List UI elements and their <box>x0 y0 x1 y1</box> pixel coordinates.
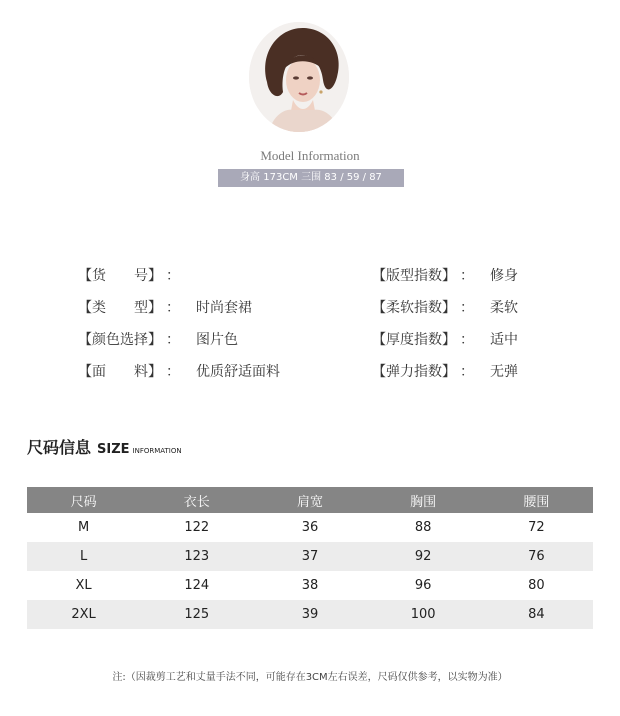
table-row <box>27 571 593 600</box>
table-cell: 96 <box>414 578 432 593</box>
spec-item-color <box>78 329 238 349</box>
spec-colon: ： <box>166 332 180 348</box>
column-header-shoulder: 肩宽 <box>253 487 366 513</box>
spec-label: 【货 号】 <box>78 268 162 284</box>
spec-item-thickness <box>372 329 518 349</box>
spec-value: 柔软 <box>490 300 518 316</box>
table-cell: 80 <box>528 578 545 593</box>
model-info-caption: Model Information <box>260 148 360 163</box>
table-cell: 124 <box>184 578 210 593</box>
spec-label: 【厚度指数】 <box>372 332 456 348</box>
size-title-sub: INFORMATION <box>132 447 182 455</box>
column-header-bust: 胸围 <box>367 487 480 513</box>
spec-value: 图片色 <box>196 332 238 348</box>
model-portrait-image <box>249 22 349 132</box>
spec-item-fabric <box>78 361 280 381</box>
table-cell: 100 <box>367 600 480 629</box>
table-cell: 84 <box>480 600 593 629</box>
table-cell: 37 <box>253 542 366 571</box>
size-title-en: SIZE <box>97 442 130 457</box>
size-table <box>27 487 593 629</box>
size-disclaimer-note: 注:（因裁剪工艺和丈量手法不同，可能存在3CM左右误差，尺码仅供参考，以实物为准） <box>112 672 508 683</box>
table-cell: 2XL <box>27 600 140 629</box>
spec-label: 【弹力指数】 <box>372 364 456 380</box>
model-stats-badge: 身高 173CM 三围 83 / 59 / 87 <box>218 169 404 187</box>
spec-label: 【版型指数】 <box>372 268 456 284</box>
spec-item-fit <box>372 265 518 285</box>
table-cell: 125 <box>140 600 253 629</box>
table-cell: 123 <box>140 542 253 571</box>
spec-item-type <box>78 297 252 317</box>
model-portrait <box>249 22 349 132</box>
spec-value: 修身 <box>490 268 518 284</box>
size-section-title <box>27 435 182 458</box>
spec-value: 优质舒适面料 <box>196 364 280 380</box>
spec-item-sku <box>78 265 196 285</box>
table-cell: 88 <box>414 520 432 535</box>
table-cell: 72 <box>528 520 545 535</box>
spec-colon: ： <box>460 332 474 348</box>
table-cell: 92 <box>367 542 480 571</box>
spec-value: 时尚套裙 <box>196 300 252 316</box>
spec-colon: ： <box>460 364 474 380</box>
table-cell: 122 <box>184 520 210 535</box>
table-cell: 39 <box>253 600 366 629</box>
table-cell: M <box>77 520 90 535</box>
spec-label: 【颜色选择】 <box>78 332 162 348</box>
table-cell: 76 <box>480 542 593 571</box>
size-table-header-row <box>27 487 593 513</box>
table-cell: XL <box>75 578 92 593</box>
table-row <box>27 600 593 629</box>
spec-item-softness <box>372 297 518 317</box>
table-cell: 36 <box>301 520 319 535</box>
spec-colon: ： <box>460 268 474 284</box>
column-header-size: 尺码 <box>27 487 140 513</box>
spec-colon: ： <box>166 364 180 380</box>
spec-colon: ： <box>166 268 180 284</box>
table-row <box>27 542 593 571</box>
size-title-cn: 尺码信息 <box>27 438 92 457</box>
spec-label: 【类 型】 <box>78 300 162 316</box>
spec-colon: ： <box>460 300 474 316</box>
table-cell: L <box>27 542 140 571</box>
spec-value: 无弹 <box>490 364 518 380</box>
spec-value: 适中 <box>490 332 518 348</box>
spec-label: 【柔软指数】 <box>372 300 456 316</box>
column-header-waist: 腰围 <box>480 487 593 513</box>
column-header-length: 衣长 <box>140 487 253 513</box>
spec-item-elasticity <box>372 361 518 381</box>
spec-label: 【面 料】 <box>78 364 162 380</box>
spec-colon: ： <box>166 300 180 316</box>
table-cell: 38 <box>301 578 319 593</box>
table-row <box>27 513 593 542</box>
